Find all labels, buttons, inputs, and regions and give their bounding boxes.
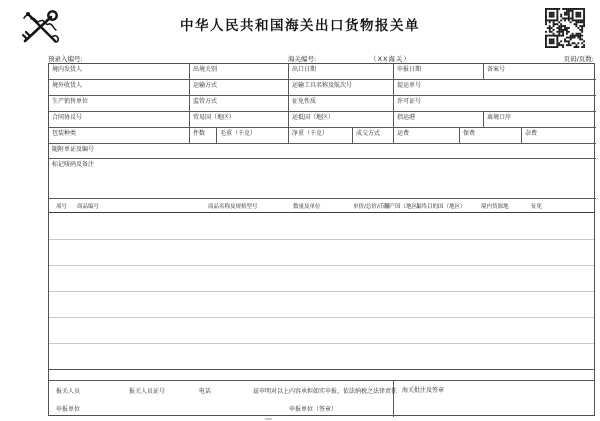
item-row-divider	[49, 343, 594, 344]
customs-office-name: （XX海关）	[370, 55, 411, 63]
col-commodity-code: 商品编号	[77, 204, 100, 210]
customs-note-label: 海关批注及签章	[402, 387, 445, 394]
qr-code	[545, 8, 585, 48]
col-domestic-source: 境内货源地	[481, 204, 509, 210]
contract-no-field: 合同协议号	[49, 112, 190, 128]
exit-port-field: 离境口岸	[484, 112, 596, 128]
supervision-mode-field: 监管方式	[190, 96, 289, 112]
export-date-field: 出口日期	[289, 64, 394, 80]
col-qty-unit: 数量及单位	[293, 204, 321, 210]
trade-country-field: 贸易国（地区）	[190, 112, 289, 128]
item-row-divider	[49, 265, 594, 266]
producer-seller-field: 生产销售单位	[49, 96, 190, 112]
scan-artifact	[265, 418, 272, 420]
declare-unit-seal-label: 申报单位（签章）	[289, 406, 338, 413]
license-no-field: 许可证号	[394, 96, 596, 112]
transport-mode-field: 运输方式	[190, 80, 289, 96]
declaration-form-table	[48, 63, 595, 416]
declaration-footer-cell	[49, 381, 398, 417]
exit-customs-field: 出境关别	[190, 64, 289, 80]
col-commodity-name: 商品名称及规格型号	[208, 204, 258, 210]
col-final-dest-country: 最终目的国（地区）	[416, 204, 466, 210]
col-origin-country: 原产国（地区）	[384, 204, 423, 210]
packing-type-field: 包装种类	[49, 128, 190, 144]
col-exemption: 征免	[531, 204, 543, 210]
customs-note-cell	[394, 381, 596, 417]
transport-tool-field: 运输工具名称及航次号	[289, 80, 394, 96]
phone-label: 电话	[199, 388, 212, 395]
destination-port-field: 指运港	[394, 112, 484, 128]
col-item-no: 项号	[56, 204, 68, 210]
insurance-field: 保费	[460, 128, 522, 144]
declare-unit-label: 申报单位	[56, 406, 81, 413]
arrival-country-field: 运抵国（地区）	[289, 112, 394, 128]
misc-fees-field: 杂费	[522, 128, 596, 144]
net-weight-field: 净重（千克）	[289, 128, 353, 144]
page-title: 中华人民共和国海关出口货物报关单	[180, 18, 420, 34]
col-price: 单价/总价/币制	[353, 204, 390, 210]
declarant-id-label: 报关人员证号	[129, 388, 166, 395]
preentry-no-label: 预录入编号:	[48, 55, 83, 63]
gross-weight-field: 毛重（千克）	[217, 128, 289, 144]
exemption-nature-field: 征免性质	[289, 96, 394, 112]
declare-date-field: 申报日期	[394, 64, 484, 80]
consignor-field: 境内发货人	[49, 64, 190, 80]
page-number-label: 页码/页数:	[563, 55, 594, 63]
item-row-divider	[49, 239, 594, 240]
record-no-field: 备案号	[484, 64, 596, 80]
declaration-statement: 兹申明对以上内容承担如实申报、依法纳税之法律责任	[253, 388, 398, 395]
items-table-body	[49, 213, 594, 369]
item-row-divider	[49, 317, 594, 318]
piece-count-field: 件数	[190, 128, 217, 144]
transaction-mode-field: 成交方式	[353, 128, 394, 144]
bl-no-field: 提运单号	[394, 80, 596, 96]
item-row-divider	[49, 291, 594, 292]
marks-remarks-field: 标记唛码及备注	[49, 159, 596, 199]
customs-no-label: 海关编号:	[288, 55, 317, 63]
declarant-label: 报关人员	[56, 388, 81, 395]
attached-documents-field: 随附单证及编号	[49, 144, 596, 159]
totals-band	[49, 369, 594, 381]
overseas-consignee-field: 境外收货人	[49, 80, 190, 96]
items-table-header	[49, 199, 594, 213]
freight-field: 运费	[394, 128, 460, 144]
